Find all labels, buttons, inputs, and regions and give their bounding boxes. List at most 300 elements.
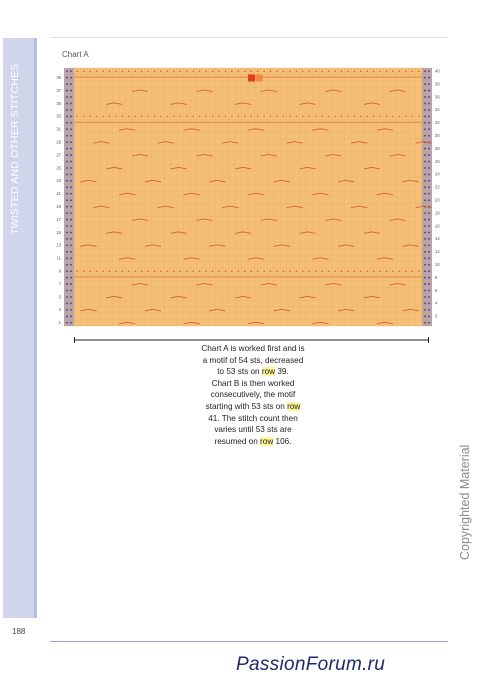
- purl-dot: [154, 70, 156, 72]
- edge-stitch-dot: [424, 238, 426, 240]
- purl-dot: [366, 270, 368, 272]
- page-number: 188: [12, 627, 26, 636]
- purl-dot: [405, 270, 407, 272]
- edge-stitch-dot: [66, 70, 68, 72]
- bottom-rule: [50, 641, 448, 642]
- edge-stitch-dot: [70, 206, 72, 208]
- purl-dot: [276, 70, 278, 72]
- purl-dot: [263, 116, 265, 118]
- row-label-left: 15: [56, 229, 61, 235]
- purl-dot: [263, 70, 265, 72]
- edge-stitch-dot: [424, 290, 426, 292]
- purl-dot: [418, 270, 420, 272]
- caption-line: 41. The stitch count then: [208, 413, 298, 423]
- edge-stitch-dot: [428, 322, 430, 324]
- purl-dot: [392, 270, 394, 272]
- edge-stitch-dot: [66, 296, 68, 298]
- purl-dot: [263, 270, 265, 272]
- edge-stitch-dot: [424, 225, 426, 227]
- edge-stitch-dot: [424, 277, 426, 279]
- edge-stitch-dot: [424, 315, 426, 317]
- row-label-left: 35: [56, 100, 61, 106]
- purl-dot: [238, 270, 240, 272]
- edge-stitch-dot: [424, 296, 426, 298]
- edge-stitch-dot: [66, 148, 68, 150]
- purl-dot: [122, 270, 124, 272]
- edge-stitch-dot: [70, 225, 72, 227]
- row-label-right: 34: [435, 107, 440, 113]
- footer-brand: PassionForum.ru: [236, 654, 386, 675]
- edge-stitch-dot: [428, 270, 430, 272]
- purl-dot: [199, 116, 201, 118]
- edge-stitch-dot: [70, 141, 72, 143]
- edge-stitch-dot: [66, 244, 68, 246]
- purl-dot: [160, 70, 162, 72]
- purl-dot: [173, 270, 175, 272]
- decrease-marker-b: [256, 74, 263, 81]
- purl-dot: [347, 116, 349, 118]
- purl-dot: [205, 116, 207, 118]
- edge-stitch-dot: [424, 103, 426, 105]
- purl-dot: [205, 270, 207, 272]
- purl-dot: [399, 270, 401, 272]
- edge-stitch-dot: [70, 193, 72, 195]
- purl-dot: [186, 70, 188, 72]
- caption-text: starting with 53 sts on: [205, 401, 288, 411]
- top-rule: [50, 37, 448, 38]
- purl-dot: [167, 70, 169, 72]
- purl-dot: [167, 116, 169, 118]
- purl-dot: [244, 116, 246, 118]
- edge-stitch-dot: [70, 257, 72, 259]
- purl-dot: [418, 70, 420, 72]
- edge-stitch-dot: [66, 219, 68, 221]
- edge-stitch-dot: [428, 128, 430, 130]
- edge-stitch-dot: [70, 103, 72, 105]
- purl-dot: [192, 270, 194, 272]
- row-label-left: 11: [56, 255, 61, 261]
- purl-dot: [109, 70, 111, 72]
- purl-dot: [386, 116, 388, 118]
- purl-dot: [270, 270, 272, 272]
- edge-stitch-dot: [70, 148, 72, 150]
- edge-stitch-dot: [70, 167, 72, 169]
- row-label-left: 27: [56, 152, 61, 158]
- edge-stitch-dot: [424, 199, 426, 201]
- edge-stitch-dot: [428, 264, 430, 266]
- edge-stitch-dot: [70, 296, 72, 298]
- row-label-right: 22: [435, 184, 440, 190]
- edge-stitch-dot: [428, 219, 430, 221]
- edge-stitch-dot: [428, 180, 430, 182]
- row-label-left: 13: [56, 242, 61, 248]
- purl-dot: [192, 116, 194, 118]
- edge-stitch-dot: [424, 109, 426, 111]
- edge-stitch-dot: [424, 96, 426, 98]
- edge-stitch-dot: [428, 283, 430, 285]
- edge-stitch-dot: [70, 70, 72, 72]
- purl-dot: [250, 116, 252, 118]
- caption-line: [178, 401, 328, 413]
- row-label-right: 6: [435, 287, 438, 293]
- edge-stitch-dot: [428, 122, 430, 124]
- edge-stitch-dot: [428, 238, 430, 240]
- section-title-text: TWISTED AND OTHER STITCHES: [9, 63, 21, 235]
- purl-dot: [173, 70, 175, 72]
- purl-dot: [128, 70, 130, 72]
- purl-dot: [167, 270, 169, 272]
- edge-stitch-dot: [424, 154, 426, 156]
- caption-line: [178, 436, 328, 448]
- purl-dot: [89, 70, 91, 72]
- purl-dot: [122, 70, 124, 72]
- edge-stitch-dot: [70, 238, 72, 240]
- purl-dot: [354, 116, 356, 118]
- edge-stitch-dot: [66, 122, 68, 124]
- edge-stitch-dot: [428, 115, 430, 117]
- purl-dot: [360, 70, 362, 72]
- purl-dot: [360, 270, 362, 272]
- purl-dot: [83, 70, 85, 72]
- edge-stitch-dot: [70, 219, 72, 221]
- edge-stitch-dot: [70, 251, 72, 253]
- edge-stitch-dot: [424, 167, 426, 169]
- edge-stitch-dot: [428, 186, 430, 188]
- purl-dot: [289, 116, 291, 118]
- caption-line: Chart B is then worked: [211, 378, 295, 388]
- purl-dot: [386, 70, 388, 72]
- edge-stitch-dot: [66, 277, 68, 279]
- edge-stitch-dot: [428, 309, 430, 311]
- edge-stitch-dot: [428, 212, 430, 214]
- edge-stitch-dot: [428, 109, 430, 111]
- edge-stitch-dot: [70, 290, 72, 292]
- edge-stitch-dot: [66, 315, 68, 317]
- edge-stitch-dot: [66, 232, 68, 234]
- edge-stitch-dot: [424, 128, 426, 130]
- edge-stitch-dot: [424, 219, 426, 221]
- purl-dot: [315, 70, 317, 72]
- side-band-edge: [34, 38, 37, 618]
- edge-stitch-dot: [70, 322, 72, 324]
- purl-dot: [186, 270, 188, 272]
- row-label-left: 33: [56, 113, 61, 119]
- edge-stitch-dot: [424, 264, 426, 266]
- row-label-right: 2: [435, 313, 438, 319]
- purl-dot: [276, 116, 278, 118]
- edge-stitch-dot: [424, 115, 426, 117]
- knitting-chart: [48, 64, 448, 330]
- purl-dot: [379, 270, 381, 272]
- edge-stitch-dot: [66, 290, 68, 292]
- purl-dot: [302, 70, 304, 72]
- purl-dot: [347, 70, 349, 72]
- purl-dot: [154, 116, 156, 118]
- row-label-left: 7: [58, 281, 61, 287]
- highlighted-word: row: [287, 401, 301, 411]
- purl-dot: [341, 116, 343, 118]
- edge-stitch-dot: [428, 83, 430, 85]
- purl-dot: [386, 270, 388, 272]
- purl-dot: [186, 116, 188, 118]
- edge-stitch-dot: [66, 180, 68, 182]
- edge-stitch-dot: [66, 270, 68, 272]
- purl-dot: [250, 70, 252, 72]
- purl-dot: [147, 70, 149, 72]
- edge-stitch-dot: [428, 70, 430, 72]
- purl-dot: [379, 70, 381, 72]
- purl-dot: [115, 270, 117, 272]
- edge-stitch-dot: [424, 257, 426, 259]
- purl-dot: [257, 270, 259, 272]
- edge-stitch-dot: [428, 135, 430, 137]
- purl-dot: [328, 270, 330, 272]
- edge-stitch-dot: [70, 199, 72, 201]
- purl-dot: [134, 270, 136, 272]
- caption-text: to 53 sts on: [217, 367, 262, 377]
- edge-stitch-dot: [70, 161, 72, 163]
- purl-dot: [225, 116, 227, 118]
- edge-stitch-dot: [66, 96, 68, 98]
- row-label-right: 14: [435, 236, 440, 242]
- row-label-left: 39: [56, 74, 61, 80]
- purl-dot: [418, 116, 420, 118]
- purl-dot: [212, 70, 214, 72]
- edge-stitch-dot: [70, 315, 72, 317]
- purl-dot: [231, 270, 233, 272]
- edge-stitch-dot: [66, 238, 68, 240]
- edge-stitch-dot: [66, 212, 68, 214]
- purl-dot: [109, 116, 111, 118]
- purl-dot: [89, 270, 91, 272]
- edge-stitch-dot: [70, 283, 72, 285]
- purl-dot: [334, 270, 336, 272]
- purl-dot: [283, 270, 285, 272]
- purl-dot: [147, 116, 149, 118]
- purl-dot: [109, 270, 111, 272]
- row-label-left: 3: [58, 307, 61, 313]
- edge-stitch-dot: [66, 322, 68, 324]
- edge-stitch-dot: [66, 141, 68, 143]
- edge-stitch-dot: [66, 115, 68, 117]
- purl-dot: [289, 70, 291, 72]
- row-label-right: 24: [435, 171, 440, 177]
- purl-dot: [257, 70, 259, 72]
- highlighted-word: row: [260, 436, 274, 446]
- edge-stitch-dot: [66, 264, 68, 266]
- watermark-text: Copyrighted Material: [458, 444, 472, 560]
- edge-stitch-dot: [428, 225, 430, 227]
- edge-stitch-dot: [70, 96, 72, 98]
- edge-stitch-dot: [66, 135, 68, 137]
- purl-dot: [296, 270, 298, 272]
- purl-dot: [334, 116, 336, 118]
- purl-dot: [141, 70, 143, 72]
- purl-dot: [392, 70, 394, 72]
- purl-dot: [334, 70, 336, 72]
- purl-dot: [83, 116, 85, 118]
- edge-stitch-dot: [70, 83, 72, 85]
- purl-dot: [354, 70, 356, 72]
- purl-dot: [102, 116, 104, 118]
- edge-stitch-dot: [424, 212, 426, 214]
- edge-stitch-dot: [70, 77, 72, 79]
- purl-dot: [225, 70, 227, 72]
- edge-stitch-dot: [66, 90, 68, 92]
- edge-stitch-dot: [70, 244, 72, 246]
- purl-dot: [354, 270, 356, 272]
- row-label-left: 23: [56, 178, 61, 184]
- purl-dot: [405, 70, 407, 72]
- edge-stitch-dot: [70, 135, 72, 137]
- edge-stitch-dot: [66, 303, 68, 305]
- purl-dot: [283, 116, 285, 118]
- edge-stitch-dot: [70, 128, 72, 130]
- edge-stitch-dot: [424, 322, 426, 324]
- caption-line: [178, 366, 328, 378]
- purl-dot: [308, 116, 310, 118]
- purl-dot: [134, 70, 136, 72]
- edge-stitch-dot: [70, 154, 72, 156]
- purl-dot: [231, 116, 233, 118]
- row-label-right: 26: [435, 158, 440, 164]
- edge-stitch-dot: [424, 83, 426, 85]
- edge-stitch-dot: [70, 90, 72, 92]
- purl-dot: [218, 270, 220, 272]
- row-label-right: 28: [435, 145, 440, 151]
- purl-dot: [328, 70, 330, 72]
- purl-dot: [102, 270, 104, 272]
- edge-stitch-dot: [66, 154, 68, 156]
- chart-title: Chart A: [62, 50, 89, 59]
- edge-stitch-dot: [424, 135, 426, 137]
- edge-stitch-dot: [428, 315, 430, 317]
- edge-stitch-dot: [428, 96, 430, 98]
- edge-stitch-dot: [66, 309, 68, 311]
- purl-dot: [160, 270, 162, 272]
- row-label-right: 4: [435, 300, 438, 306]
- caption-line: varies until 53 sts are: [214, 425, 292, 435]
- purl-dot: [289, 270, 291, 272]
- edge-stitch-dot: [70, 303, 72, 305]
- purl-dot: [341, 270, 343, 272]
- edge-stitch-dot: [424, 270, 426, 272]
- row-label-left: 29: [56, 139, 61, 145]
- edge-stitch-dot: [70, 115, 72, 117]
- purl-dot: [412, 116, 414, 118]
- edge-stitch-dot: [424, 303, 426, 305]
- purl-dot: [115, 70, 117, 72]
- edge-stitch-dot: [70, 122, 72, 124]
- edge-stitch-dot: [428, 77, 430, 79]
- purl-dot: [399, 70, 401, 72]
- edge-stitch-dot: [70, 109, 72, 111]
- purl-dot: [218, 116, 220, 118]
- edge-stitch-dot: [424, 77, 426, 79]
- purl-dot: [276, 270, 278, 272]
- row-label-right: 20: [435, 197, 440, 203]
- purl-dot: [302, 116, 304, 118]
- row-label-left: 21: [56, 191, 61, 197]
- purl-dot: [315, 270, 317, 272]
- purl-dot: [373, 70, 375, 72]
- edge-stitch-dot: [428, 154, 430, 156]
- edge-stitch-dot: [66, 186, 68, 188]
- row-label-right: 36: [435, 94, 440, 100]
- purl-dot: [231, 70, 233, 72]
- purl-dot: [244, 270, 246, 272]
- edge-stitch-dot: [66, 225, 68, 227]
- purl-dot: [76, 270, 78, 272]
- edge-stitch-dot: [424, 148, 426, 150]
- edge-stitch-dot: [424, 283, 426, 285]
- edge-stitch-dot: [424, 174, 426, 176]
- purl-dot: [147, 270, 149, 272]
- edge-stitch-dot: [424, 309, 426, 311]
- edge-stitch-dot: [428, 244, 430, 246]
- row-label-left: 5: [58, 294, 61, 300]
- purl-dot: [321, 270, 323, 272]
- purl-dot: [115, 116, 117, 118]
- edge-stitch-dot: [428, 290, 430, 292]
- edge-stitch-dot: [428, 103, 430, 105]
- purl-dot: [296, 70, 298, 72]
- row-label-left: 31: [56, 126, 61, 132]
- purl-dot: [257, 116, 259, 118]
- edge-stitch-dot: [66, 251, 68, 253]
- chart-svg: [48, 64, 448, 330]
- purl-dot: [302, 270, 304, 272]
- purl-dot: [308, 70, 310, 72]
- chart-caption: [178, 343, 328, 447]
- edge-stitch-dot: [66, 103, 68, 105]
- caption-text: 106.: [273, 436, 292, 446]
- edge-stitch-dot: [66, 167, 68, 169]
- purl-dot: [122, 116, 124, 118]
- row-label-left: 19: [56, 203, 61, 209]
- purl-dot: [366, 116, 368, 118]
- edge-stitch-dot: [428, 174, 430, 176]
- row-label-left: 37: [56, 87, 61, 93]
- purl-dot: [83, 270, 85, 272]
- purl-dot: [270, 70, 272, 72]
- row-label-left: 1: [58, 320, 61, 326]
- purl-dot: [238, 116, 240, 118]
- purl-dot: [96, 70, 98, 72]
- purl-dot: [199, 70, 201, 72]
- edge-stitch-dot: [428, 257, 430, 259]
- purl-dot: [412, 70, 414, 72]
- edge-stitch-dot: [66, 257, 68, 259]
- purl-dot: [141, 116, 143, 118]
- purl-dot: [128, 270, 130, 272]
- edge-stitch-dot: [424, 122, 426, 124]
- edge-stitch-dot: [66, 206, 68, 208]
- edge-stitch-dot: [424, 90, 426, 92]
- purl-dot: [96, 270, 98, 272]
- purl-dot: [102, 70, 104, 72]
- purl-dot: [379, 116, 381, 118]
- row-label-right: 40: [435, 68, 440, 74]
- purl-dot: [199, 270, 201, 272]
- decrease-marker: [248, 74, 255, 81]
- edge-stitch-dot: [428, 251, 430, 253]
- edge-stitch-dot: [428, 167, 430, 169]
- edge-stitch-dot: [66, 199, 68, 201]
- edge-stitch-dot: [66, 174, 68, 176]
- edge-stitch-dot: [70, 186, 72, 188]
- row-label-right: 10: [435, 262, 440, 268]
